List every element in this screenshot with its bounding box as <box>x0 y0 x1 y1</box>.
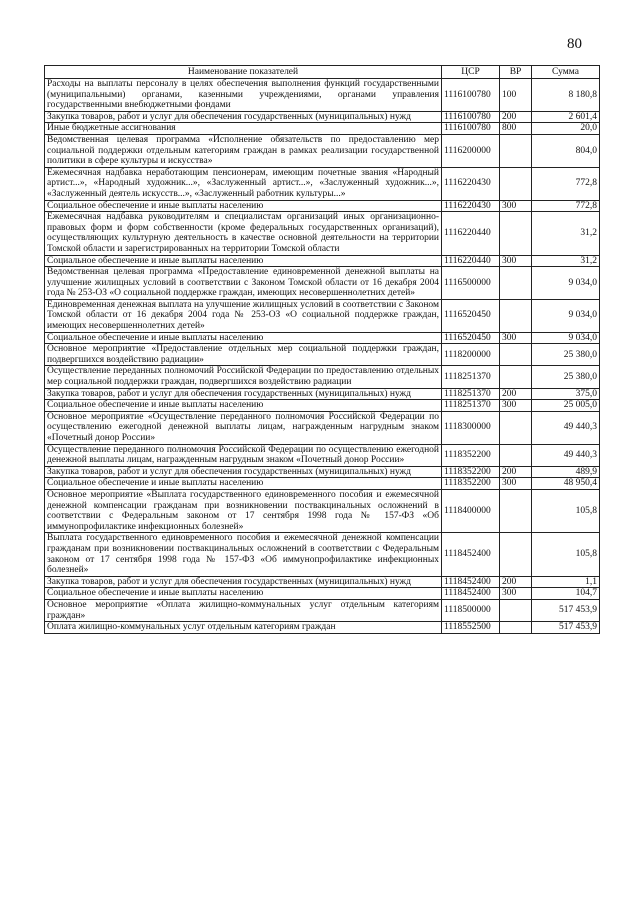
row-sum: 25 380,0 <box>532 344 600 366</box>
row-sum: 20,0 <box>532 123 600 135</box>
row-sum: 8 180,8 <box>532 79 600 112</box>
row-name: Закупка товаров, работ и услуг для обеспечения государственных (муниципальных) нужд <box>45 111 442 123</box>
row-vr: 200 <box>500 576 532 588</box>
row-name: Социальное обеспечение и иные выплаты населению <box>45 332 442 344</box>
row-sum: 48 950,4 <box>532 478 600 490</box>
table-row <box>45 267 600 300</box>
row-name: Социальное обеспечение и иные выплаты населению <box>45 400 442 412</box>
row-vr: 100 <box>500 79 532 112</box>
row-vr <box>500 134 532 167</box>
header-csr: ЦСР <box>442 66 500 79</box>
row-sum: 25 005,0 <box>532 400 600 412</box>
row-name: Иные бюджетные ассигнования <box>45 123 442 135</box>
table-row <box>45 388 600 400</box>
row-sum: 49 440,3 <box>532 444 600 466</box>
row-csr: 1118452400 <box>442 533 500 576</box>
row-vr: 200 <box>500 466 532 478</box>
row-name: Ежемесячная надбавка неработающим пенсионерам, имеющим почетные звания «Народный артист...», «Народный художник...», «Заслуженный артист...», «Заслуженный художник...», «Заслуженный деятель искусств...», «Заслуженный работник культуры...» <box>45 167 442 200</box>
row-sum: 517 453,9 <box>532 622 600 634</box>
row-vr: 300 <box>500 588 532 600</box>
budget-table <box>44 65 600 634</box>
table-row <box>45 444 600 466</box>
row-name: Оплата жилищно-коммунальных услуг отдельным категориям граждан <box>45 622 442 634</box>
row-vr <box>500 344 532 366</box>
table-row <box>45 599 600 621</box>
row-vr <box>500 444 532 466</box>
row-name: Единовременная денежная выплата на улучшение жилищных условий в соответствии с Законом Томской области от 16 декабря 2004 года № 253-ОЗ «О социальной поддержке граждан, имеющих несовершеннолетних детей» <box>45 299 442 332</box>
row-csr: 1116220440 <box>442 255 500 267</box>
row-csr: 1116100780 <box>442 111 500 123</box>
row-csr: 1118251370 <box>442 400 500 412</box>
table-row <box>45 111 600 123</box>
row-csr: 1116520450 <box>442 299 500 332</box>
table-row <box>45 622 600 634</box>
row-sum: 772,8 <box>532 200 600 212</box>
row-name: Социальное обеспечение и иные выплаты населению <box>45 478 442 490</box>
row-csr: 1118552500 <box>442 622 500 634</box>
header-sum: Сумма <box>532 66 600 79</box>
row-sum: 9 034,0 <box>532 332 600 344</box>
row-name: Выплата государственного единовременного пособия и ежемесячной денежной компенсации гражданам при возникновении поствакцинальных осложнений в соответствии с Федеральным законом от 17 сентября 1998 года № 157-ФЗ «Об иммунопрофилактике инфекционных болезней» <box>45 533 442 576</box>
row-sum: 772,8 <box>532 167 600 200</box>
row-vr <box>500 599 532 621</box>
row-csr: 1116200000 <box>442 134 500 167</box>
row-csr: 1118352200 <box>442 466 500 478</box>
row-sum: 9 034,0 <box>532 267 600 300</box>
row-vr <box>500 212 532 255</box>
row-csr: 1116500000 <box>442 267 500 300</box>
row-vr <box>500 167 532 200</box>
row-csr: 1118400000 <box>442 489 500 532</box>
row-name: Основное мероприятие «Оплата жилищно-коммунальных услуг отдельным категориям граждан» <box>45 599 442 621</box>
table-row <box>45 588 600 600</box>
table-row <box>45 123 600 135</box>
row-vr <box>500 267 532 300</box>
row-sum: 25 380,0 <box>532 366 600 388</box>
row-name: Ежемесячная надбавка руководителям и специалистам организаций иных организационно-правовых форм и форм собственности (кроме федеральных государственных организаций), осуществляющих культурную деятельность в качестве основной деятельности на территории Томской области и зарегистрированных на территории Томской области <box>45 212 442 255</box>
table-row <box>45 255 600 267</box>
row-name: Основное мероприятие «Выплата государственного единовременного пособия и ежемесячной денежной компенсации гражданам при возникновении поствакцинальных осложнений в соответствии с Федеральным законом от 17 сентября 1998 года № 157-ФЗ «Об иммунопрофилактике инфекционных болезней» <box>45 489 442 532</box>
row-name: Ведомственная целевая программа «Исполнение обязательств по предоставлению мер социальной поддержки отдельным категориям граждан в рамках реализации государственной политики в сфере культуры и искусства» <box>45 134 442 167</box>
row-csr: 1118452400 <box>442 588 500 600</box>
row-vr: 300 <box>500 200 532 212</box>
row-csr: 1118452400 <box>442 576 500 588</box>
header-name: Наименование показателей <box>45 66 442 79</box>
row-csr: 1118200000 <box>442 344 500 366</box>
row-csr: 1118251370 <box>442 366 500 388</box>
row-name: Закупка товаров, работ и услуг для обеспечения государственных (муниципальных) нужд <box>45 576 442 588</box>
table-row <box>45 299 600 332</box>
row-vr: 800 <box>500 123 532 135</box>
row-name: Закупка товаров, работ и услуг для обеспечения государственных (муниципальных) нужд <box>45 466 442 478</box>
row-vr <box>500 366 532 388</box>
row-csr: 1118352200 <box>442 478 500 490</box>
row-vr: 300 <box>500 478 532 490</box>
row-vr <box>500 489 532 532</box>
row-vr: 300 <box>500 332 532 344</box>
table-body <box>45 79 600 634</box>
table-row <box>45 366 600 388</box>
table-row <box>45 478 600 490</box>
row-vr: 300 <box>500 255 532 267</box>
row-sum: 105,8 <box>532 489 600 532</box>
table-row <box>45 332 600 344</box>
row-vr: 300 <box>500 400 532 412</box>
row-sum: 105,8 <box>532 533 600 576</box>
row-name: Расходы на выплаты персоналу в целях обеспечения выполнения функций государственными (муниципальными) органами, казенными учреждениями, органами управления государственными внебюджетными фондами <box>45 79 442 112</box>
row-csr: 1118300000 <box>442 411 500 444</box>
row-vr <box>500 299 532 332</box>
row-csr: 1118352200 <box>442 444 500 466</box>
row-vr <box>500 411 532 444</box>
row-name: Закупка товаров, работ и услуг для обеспечения государственных (муниципальных) нужд <box>45 388 442 400</box>
row-vr: 200 <box>500 388 532 400</box>
row-csr: 1118251370 <box>442 388 500 400</box>
row-sum: 2 601,4 <box>532 111 600 123</box>
row-csr: 1116220430 <box>442 167 500 200</box>
table-row <box>45 344 600 366</box>
table-row <box>45 533 600 576</box>
table-row <box>45 212 600 255</box>
table-row <box>45 466 600 478</box>
row-vr <box>500 533 532 576</box>
page-number: 80 <box>567 36 582 52</box>
row-csr: 1118500000 <box>442 599 500 621</box>
row-csr: 1116220440 <box>442 212 500 255</box>
table-row <box>45 200 600 212</box>
row-csr: 1116100780 <box>442 123 500 135</box>
row-csr: 1116100780 <box>442 79 500 112</box>
table-header-row <box>45 66 600 79</box>
table-row <box>45 400 600 412</box>
row-sum: 804,0 <box>532 134 600 167</box>
row-name: Социальное обеспечение и иные выплаты населению <box>45 200 442 212</box>
row-name: Ведомственная целевая программа «Предоставление единовременной денежной выплаты на улучшение жилищных условий в соответствии с Законом Томской области от 16 декабря 2004 года № 253-ОЗ «О социальной поддержке граждан, имеющих несовершеннолетних детей» <box>45 267 442 300</box>
row-name: Социальное обеспечение и иные выплаты населению <box>45 255 442 267</box>
table-row <box>45 576 600 588</box>
row-csr: 1116220430 <box>442 200 500 212</box>
table-row <box>45 167 600 200</box>
row-vr: 200 <box>500 111 532 123</box>
table-row <box>45 79 600 112</box>
row-sum: 49 440,3 <box>532 411 600 444</box>
row-name: Осуществление переданных полномочий Российской Федерации по предоставлению отдельных мер социальной поддержки граждан, подвергшихся воздействию радиации <box>45 366 442 388</box>
row-sum: 31,2 <box>532 212 600 255</box>
row-name: Основное мероприятие «Осуществление переданного полномочия Российской Федерации по осуществлению ежегодной денежной выплаты лицам, награжденным нагрудным знаком «Почетный донор России» <box>45 411 442 444</box>
row-name: Основное мероприятие «Предоставление отдельных мер социальной поддержки граждан, подвергшихся воздействию радиации» <box>45 344 442 366</box>
row-sum: 489,9 <box>532 466 600 478</box>
table-row <box>45 411 600 444</box>
row-name: Осуществление переданного полномочия Российской Федерации по осуществлению ежегодной денежной выплаты лицам, награжденным нагрудным знаком «Почетный донор России» <box>45 444 442 466</box>
row-csr: 1116520450 <box>442 332 500 344</box>
row-name: Социальное обеспечение и иные выплаты населению <box>45 588 442 600</box>
header-vr: ВР <box>500 66 532 79</box>
table-row <box>45 489 600 532</box>
table-row <box>45 134 600 167</box>
row-sum: 517 453,9 <box>532 599 600 621</box>
row-sum: 375,0 <box>532 388 600 400</box>
row-sum: 104,7 <box>532 588 600 600</box>
row-sum: 31,2 <box>532 255 600 267</box>
row-vr <box>500 622 532 634</box>
row-sum: 1,1 <box>532 576 600 588</box>
row-sum: 9 034,0 <box>532 299 600 332</box>
